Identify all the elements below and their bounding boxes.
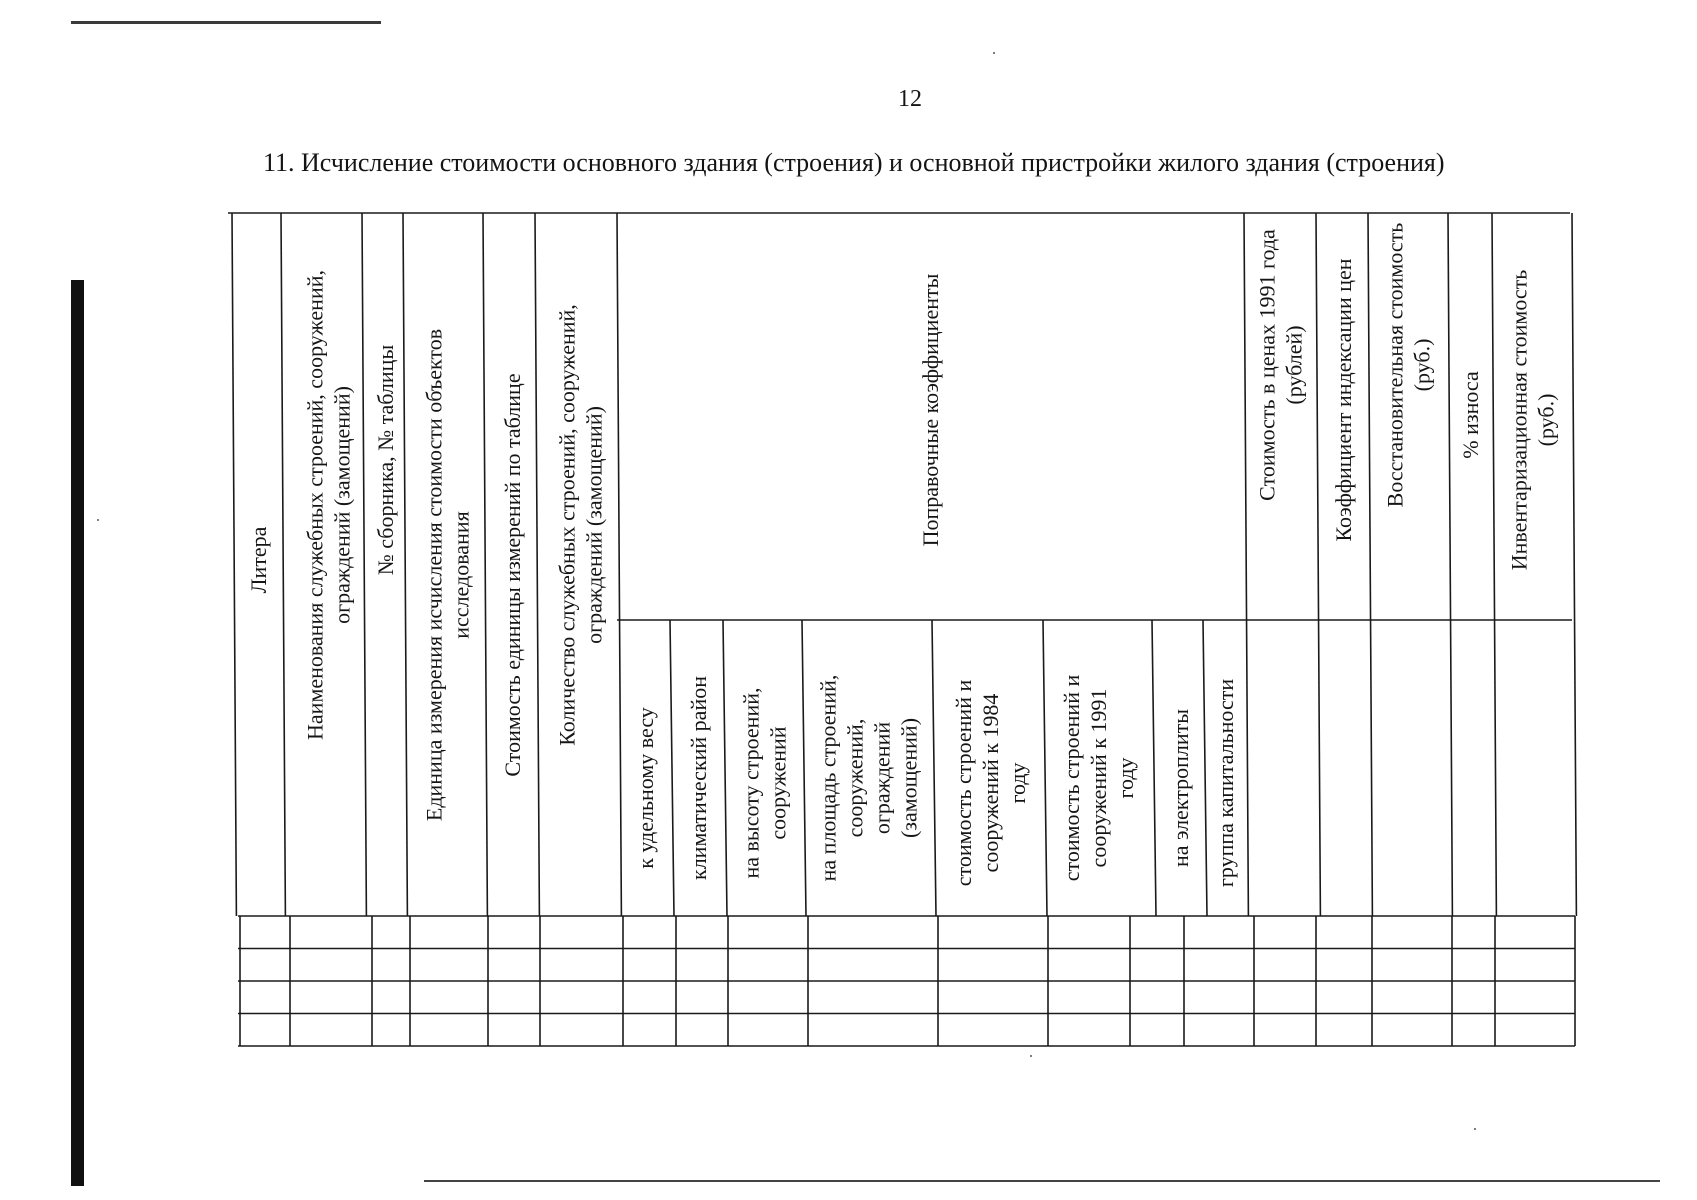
header-unit-line: Единица измерения исчисления стоимости объектов xyxy=(421,328,447,822)
subcolumn-line xyxy=(1043,620,1047,916)
sub-cost-1984-line: году xyxy=(1005,762,1030,804)
sub-area-line: (замощений) xyxy=(896,717,922,839)
header-inventory-cost xyxy=(1507,270,1559,571)
column-line xyxy=(483,213,487,916)
header-restoration-cost-line: (руб.) xyxy=(1409,338,1435,392)
header-inventory-cost-line: Инвентаризационная стоимость xyxy=(1506,269,1532,571)
header-index-coefficient xyxy=(1331,258,1356,541)
header-index-coefficient-line: Коэффициент индексации цен xyxy=(1331,258,1356,542)
header-restoration-cost xyxy=(1383,223,1435,508)
sub-cost-1991 xyxy=(1059,675,1138,882)
sub-specific-weight-line: к удельному весу xyxy=(633,707,658,869)
sub-electric-stoves-line: на электроплиты xyxy=(1168,708,1193,868)
page-title: 11. Исчисление стоимости основного здания (строения) и основной пристройки жилого здания (строения) xyxy=(263,148,1445,177)
column-line xyxy=(617,213,621,916)
sub-cost-1984-line: сооружений к 1984 xyxy=(978,693,1003,873)
column-line xyxy=(1244,213,1248,916)
sub-height-line: на высоту строений, xyxy=(738,687,764,879)
subcolumn-line xyxy=(802,620,806,916)
column-line xyxy=(1492,213,1496,916)
header-unit-cost-line: Стоимость единицы измерений по таблице xyxy=(500,373,525,777)
header-unit-cost xyxy=(500,373,525,776)
header-litera-line: Литера xyxy=(246,526,271,594)
sub-climate-line: климатический район xyxy=(686,676,711,880)
table-header-labels xyxy=(246,223,1559,887)
sub-height-line: сооружений xyxy=(765,726,791,840)
subcolumn-line xyxy=(1152,620,1156,916)
sub-specific-weight xyxy=(633,707,658,869)
header-coefficients xyxy=(918,273,943,546)
header-quantity xyxy=(555,304,607,746)
column-line xyxy=(1448,213,1452,916)
sub-capital-group-line: группа капитальности xyxy=(1213,678,1238,888)
sub-electric-stoves xyxy=(1168,709,1193,867)
sub-cost-1991-line: году xyxy=(1113,757,1138,799)
column-line xyxy=(232,213,236,916)
header-quantity-line: ограждений (замощений) xyxy=(581,406,607,644)
header-inventory-cost-line: (руб.) xyxy=(1533,393,1559,447)
header-cost-1991-line: (рублей) xyxy=(1281,325,1307,405)
sub-area xyxy=(816,675,922,882)
column-line xyxy=(1368,213,1372,916)
header-litera xyxy=(246,526,271,593)
header-names-line: ограждений (замощений) xyxy=(329,386,355,624)
page-number: 12 xyxy=(898,86,922,112)
sub-climate xyxy=(686,676,711,880)
header-cost-1991 xyxy=(1255,229,1307,501)
column-line xyxy=(403,213,407,916)
header-restoration-cost-line: Восстановительная стоимость xyxy=(1382,222,1408,508)
header-collection-line: № сборника, № таблицы xyxy=(373,344,398,576)
header-wear-percent-line: % износа xyxy=(1458,371,1483,459)
sub-cost-1984-line: стоимость строений и xyxy=(951,679,976,887)
column-line xyxy=(1572,213,1576,916)
sub-cost-1991-line: стоимость строений и xyxy=(1059,674,1084,882)
header-collection xyxy=(373,345,398,576)
subcolumn-line xyxy=(723,620,727,916)
sub-area-line: на площадь строений, xyxy=(815,674,841,882)
sub-cost-1984 xyxy=(951,680,1030,887)
header-names-line: Наименования служебных строений, сооружений, xyxy=(302,270,328,740)
subcolumn-line xyxy=(670,620,674,916)
column-line xyxy=(535,213,539,916)
header-names xyxy=(303,270,355,740)
column-line xyxy=(281,213,285,916)
sub-height xyxy=(739,687,791,878)
column-line xyxy=(362,213,366,916)
header-wear-percent xyxy=(1458,371,1483,459)
header-unit-line: исследования xyxy=(448,511,474,639)
sub-area-line: сооружений, xyxy=(842,718,868,838)
subcolumn-line xyxy=(1203,620,1207,916)
header-cost-1991-line: Стоимость в ценах 1991 года xyxy=(1254,229,1280,501)
sub-area-line: ограждений xyxy=(869,721,895,835)
header-quantity-line: Количество служебных строений, сооружений, xyxy=(554,304,580,746)
sub-capital-group xyxy=(1213,679,1238,887)
subcolumn-line xyxy=(932,620,936,916)
sub-cost-1991-line: сооружений к 1991 xyxy=(1086,688,1111,868)
column-line xyxy=(1316,213,1320,916)
header-coefficients-line: Поправочные коэффициенты xyxy=(918,273,943,547)
header-unit xyxy=(422,329,474,821)
